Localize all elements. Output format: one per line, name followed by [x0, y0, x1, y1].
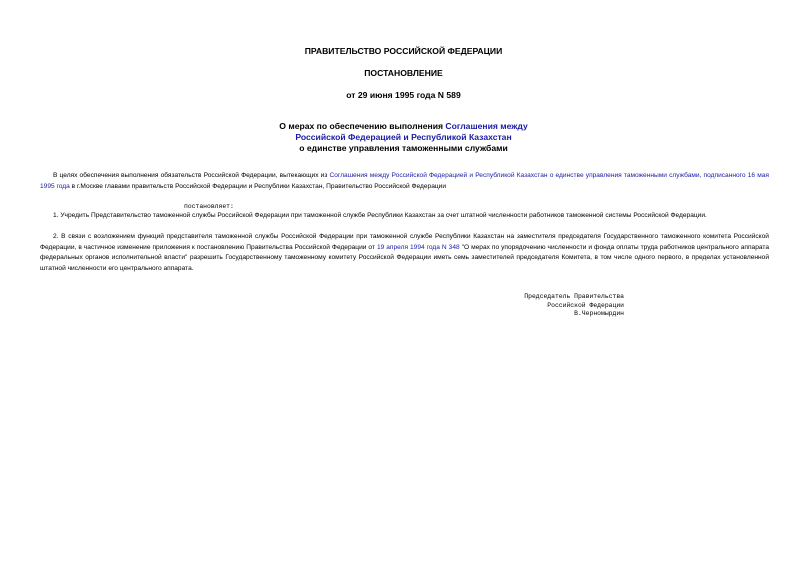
agreement-link-title[interactable]: Соглашения между — [445, 121, 528, 131]
document-title — [0, 121, 807, 154]
signature-name: В.Черномырдин — [574, 310, 624, 318]
item-2-text-after: "О мерах по упорядочению численности и фонда оплаты труда работников центрального аппарата федеральных органов исполнительной власти" разрешить Государственному таможенному комитету Российской Федерации иметь семь заместителей председателя Комитета, в том числе одного первого, в пределах установленной штатной численности его центрального аппарата. — [40, 243, 769, 272]
agreement-link[interactable]: Соглашения между Российской Федерацией и Республикой Казахстан о единстве управления таможенными службами, подписанного 16 мая 1995 года — [40, 172, 769, 190]
title-line3: о единстве управления таможенными службами — [299, 143, 508, 153]
decree-word: постановляет: — [184, 203, 234, 210]
signature-block — [516, 293, 624, 319]
preamble-paragraph — [40, 171, 769, 192]
agreement-link-title-line2[interactable]: Российской Федерацией и Республикой Казахстан — [295, 132, 512, 142]
signature-line2: Российской Федерации — [547, 301, 624, 309]
preamble-text-before: В целях обеспечения выполнения обязательств Российской Федерации, вытекающих из — [53, 172, 330, 179]
preamble-text-after: в г.Москве главами правительств Российской Федерации и Республики Казахстан, Правительство Российской Федерации — [69, 182, 447, 190]
item-2-text-before: 2. В связи с возложением функций представителя таможенной службы Российской Федерации при таможенной службе Республики Казахстан на заместителя председателя Государственного таможенного комитета Российской Федерации, в частичное изменение приложения к постановлению Правительства Российской Федерации от — [40, 233, 769, 251]
document-date: от 29 июня 1995 года N 589 — [346, 90, 461, 100]
government-heading: ПРАВИТЕЛЬСТВО РОССИЙСКОЙ ФЕДЕРАЦИИ — [304, 46, 503, 56]
item-2 — [40, 232, 769, 274]
document-type: ПОСТАНОВЛЕНИЕ — [364, 68, 443, 78]
item-1-text: 1. Учредить Представительство таможенной службы Российской Федерации при таможенной службе Республики Казахстан за счет штатной численности работников таможенной системы Российской Федерации. — [53, 212, 707, 219]
decree-348-link[interactable]: 19 апреля 1994 года N 348 — [376, 243, 460, 251]
title-prefix: О мерах по обеспечению выполнения — [279, 121, 446, 131]
signature-line1: Председатель Правительства — [524, 293, 624, 300]
item-1 — [40, 211, 769, 222]
